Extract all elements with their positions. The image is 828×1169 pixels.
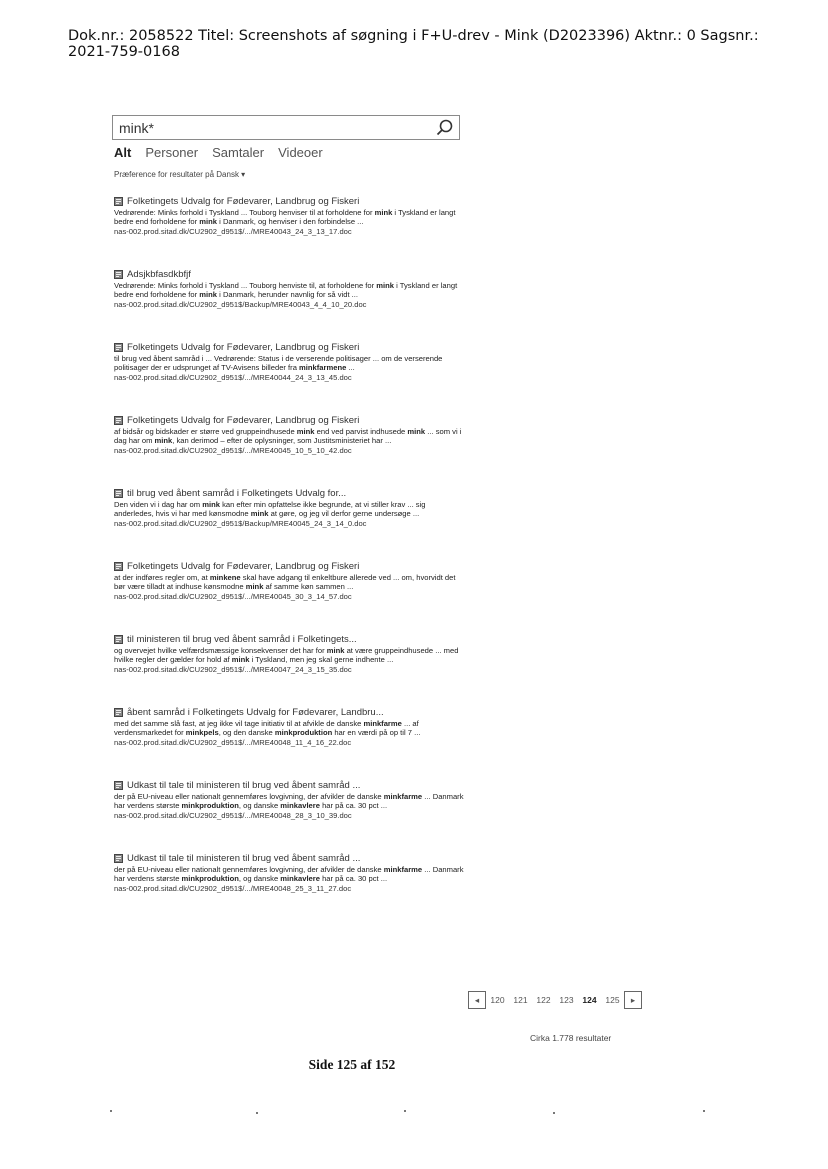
snippet-highlight: mink <box>199 290 218 300</box>
result-snippet <box>114 865 464 883</box>
snippet-text: at være gruppeindhusede ... med hvilke regler der gælder for hold af <box>114 646 459 665</box>
snippet-text: til brug ved åbent samråd i ... Vedrørende: Status i de verserende politisager ... om de verserende politisager der er udsprunget af TV-Avisens billeder fra <box>114 354 443 373</box>
page-122-link[interactable]: 122 <box>536 995 551 1005</box>
document-icon <box>114 854 123 863</box>
result-title-link[interactable] <box>114 561 464 572</box>
result-title-link[interactable] <box>114 853 464 864</box>
snippet-text: har på ca. 30 pct ... <box>319 874 388 884</box>
search-input[interactable] <box>119 119 419 136</box>
search-result <box>114 634 464 707</box>
result-url: nas-002.prod.sitad.dk/CU2902_d951$/.../MRE40047_24_3_15_35.doc <box>114 665 352 675</box>
snippet-text: der på EU-niveau eller nationalt gennemføres lovgivning, der afvikler de danske <box>114 792 384 801</box>
snippet-text: , og den danske <box>218 728 275 738</box>
snippet-highlight: mink <box>250 509 269 519</box>
result-title-text: til ministeren til brug ved åbent samråd i Folketingets... <box>127 634 357 645</box>
result-snippet <box>114 281 464 299</box>
snippet-text: af samme køn sammen ... <box>263 582 354 592</box>
snippet-highlight: mink <box>326 646 345 655</box>
snippet-text: i Tyskland er langt bedre end forholdene for <box>114 208 456 227</box>
document-icon <box>114 343 123 352</box>
result-snippet <box>114 427 464 445</box>
snippet-text: at der indføres regler om, at <box>114 573 210 582</box>
result-title-link[interactable] <box>114 269 464 280</box>
snippet-highlight: minkene <box>209 573 241 582</box>
search-result <box>114 780 464 853</box>
snippet-text: ... Danmark har verdens største <box>114 865 464 884</box>
result-snippet <box>114 500 464 518</box>
search-result <box>114 853 464 926</box>
page-125-link[interactable]: 125 <box>605 995 620 1005</box>
snippet-text: i Tyskland er langt bedre end forholdene for <box>114 281 458 300</box>
scan-speck <box>110 1110 112 1112</box>
snippet-highlight: minkproduktion <box>181 801 239 811</box>
document-icon <box>114 270 123 279</box>
result-title-text: til brug ved åbent samråd i Folketingets Udvalg for... <box>127 488 347 499</box>
search-result <box>114 707 464 780</box>
snippet-highlight: mink <box>407 427 426 436</box>
search-result <box>114 415 464 488</box>
result-snippet <box>114 719 464 737</box>
search-result <box>114 269 464 342</box>
result-title-text: Folketingets Udvalg for Fødevarer, Landbrug og Fiskeri <box>127 342 360 353</box>
page-121-link[interactable]: 121 <box>513 995 528 1005</box>
search-result <box>114 561 464 634</box>
scan-speck <box>703 1110 705 1112</box>
snippet-text: af bidsår og bidskader er større ved gruppeindhusede <box>114 427 297 436</box>
snippet-highlight: minkproduktion <box>274 728 333 738</box>
tab-samtaler[interactable]: Samtaler <box>212 145 265 160</box>
result-title-link[interactable] <box>114 196 464 207</box>
scan-speck <box>553 1112 555 1114</box>
snippet-text: med det samme slå fast, at jeg ikke vil tage initiativ til at afvikle de danske <box>114 719 364 728</box>
result-url: nas-002.prod.sitad.dk/CU2902_d951$/Backup/MRE40043_4_4_10_20.doc <box>114 300 367 310</box>
result-title-text: åbent samråd i Folketingets Udvalg for Fødevarer, Landbru... <box>127 707 384 718</box>
tab-alt[interactable]: Alt <box>114 145 132 160</box>
snippet-text: i Danmark, herunder navnlig for så vidt ... <box>217 290 359 300</box>
search-result <box>114 196 464 269</box>
pagination <box>468 991 642 1009</box>
snippet-text: der på EU-niveau eller nationalt gennemføres lovgivning, der afvikler de danske <box>114 865 384 874</box>
result-title-text: Folketingets Udvalg for Fødevarer, Landbrug og Fiskeri <box>127 196 360 207</box>
scan-speck <box>256 1112 258 1114</box>
result-url: nas-002.prod.sitad.dk/CU2902_d951$/Backup/MRE40045_24_3_14_0.doc <box>114 519 367 529</box>
snippet-highlight: minkfarme <box>383 792 423 801</box>
snippet-highlight: mink <box>374 208 393 217</box>
snippet-text: , kan derimod – efter de oplysninger, som Justitsministeriet har ... <box>172 436 392 446</box>
snippet-text: i Tyskland, men jeg skal gerne indhente ... <box>249 655 394 665</box>
snippet-text: at gøre, og jeg vil derfor gerne undersøge ... <box>268 509 420 519</box>
tab-videoer[interactable]: Videoer <box>278 145 323 160</box>
result-title-link[interactable] <box>114 488 464 499</box>
language-preference[interactable]: Præference for resultater på Dansk ▾ <box>114 170 246 179</box>
snippet-highlight: minkfarme <box>383 865 423 874</box>
prev-page-button[interactable]: ◂ <box>468 991 486 1009</box>
snippet-text: i Danmark, og henviser i den forbindelse ... <box>217 217 364 227</box>
document-icon <box>114 635 123 644</box>
snippet-text: Den viden vi i dag har om <box>114 500 203 509</box>
result-title-text: Udkast til tale til ministeren til brug ved åbent samråd ... <box>127 780 361 791</box>
snippet-highlight: minkfarmene <box>299 363 347 373</box>
snippet-text: Vedrørende: Minks forhold i Tyskland ... Touborg henviste til, at forholdene for <box>114 281 377 290</box>
page-footer: Side 125 af 152 <box>308 1057 396 1072</box>
search-results <box>114 196 464 926</box>
result-title-text: Udkast til tale til ministeren til brug ved åbent samråd ... <box>127 853 361 864</box>
snippet-text: ... af verdensmarkedet for <box>114 719 419 738</box>
snippet-highlight: minkavlere <box>280 874 320 884</box>
result-url: nas-002.prod.sitad.dk/CU2902_d951$/.../MRE40048_11_4_16_22.doc <box>114 738 352 748</box>
result-url: nas-002.prod.sitad.dk/CU2902_d951$/.../MRE40045_30_3_14_57.doc <box>114 592 352 602</box>
snippet-text: ... <box>346 363 355 373</box>
document-icon <box>114 781 123 790</box>
result-url: nas-002.prod.sitad.dk/CU2902_d951$/.../MRE40043_24_3_13_17.doc <box>114 227 352 237</box>
result-title-link[interactable] <box>114 415 464 426</box>
snippet-text: , og danske <box>238 801 281 811</box>
snippet-highlight: minkavlere <box>280 801 320 811</box>
scan-speck <box>404 1110 406 1112</box>
document-icon <box>114 197 123 206</box>
result-title-text: Folketingets Udvalg for Fødevarer, Landbrug og Fiskeri <box>127 415 360 426</box>
next-page-button[interactable]: ▸ <box>624 991 642 1009</box>
document-header-line2: 2021-759-0168 <box>68 44 180 60</box>
page-120-link[interactable]: 120 <box>490 995 505 1005</box>
result-title-link[interactable] <box>114 342 464 353</box>
search-icon[interactable] <box>435 118 455 138</box>
search-result <box>114 342 464 415</box>
result-url: nas-002.prod.sitad.dk/CU2902_d951$/.../MRE40044_24_3_13_45.doc <box>114 373 352 383</box>
snippet-text: har en værdi på op til 7 ... <box>332 728 421 738</box>
result-title-link[interactable] <box>114 780 464 791</box>
result-title-link[interactable] <box>114 634 464 645</box>
result-title-text: Adsjkbfasdkbfjf <box>127 269 191 280</box>
snippet-text: end ved parvist indhusede <box>314 427 408 436</box>
snippet-text: kan efter min opfattelse ikke begrunde, at vi stiller krav ... sig anderledes, hvis vi har med kønsmodne <box>114 500 426 519</box>
snippet-text: har på ca. 30 pct ... <box>319 801 388 811</box>
result-snippet <box>114 354 464 372</box>
result-url: nas-002.prod.sitad.dk/CU2902_d951$/.../MRE40045_10_5_10_42.doc <box>114 446 352 456</box>
snippet-highlight: minkpels <box>185 728 219 738</box>
snippet-text: ... som vi i dag har om <box>114 427 462 446</box>
result-title-link[interactable] <box>114 707 464 718</box>
snippet-highlight: mink <box>376 281 395 290</box>
snippet-text: ... Danmark har verdens største <box>114 792 464 811</box>
document-header <box>68 28 788 60</box>
document-icon <box>114 562 123 571</box>
document-icon <box>114 708 123 717</box>
document-header-line1: Dok.nr.: 2058522 Titel: Screenshots af søgning i F+U-drev - Mink (D2023396) Aktnr.: 0 Sagsnr.: <box>68 28 759 44</box>
snippet-highlight: minkfarme <box>363 719 402 728</box>
snippet-text: Vedrørende: Minks forhold i Tyskland ... Touborg henviser til at forholdene for <box>114 208 375 217</box>
snippet-highlight: mink <box>245 582 264 592</box>
snippet-highlight: mink <box>199 217 218 227</box>
snippet-highlight: mink <box>296 427 315 436</box>
result-count: Cirka 1.778 resultater <box>530 1033 612 1043</box>
result-snippet <box>114 646 464 664</box>
snippet-highlight: mink <box>202 500 220 509</box>
document-icon <box>114 416 123 425</box>
result-snippet <box>114 573 464 591</box>
tab-personer[interactable]: Personer <box>145 145 199 160</box>
snippet-text: , og danske <box>238 874 281 884</box>
document-icon <box>114 489 123 498</box>
snippet-highlight: mink <box>154 436 173 446</box>
snippet-text: og overvejet hvilke velfærdsmæssige konsekvenser det har for <box>114 646 327 655</box>
search-result <box>114 488 464 561</box>
result-snippet <box>114 208 464 226</box>
search-tabs <box>114 145 323 160</box>
page-124-link[interactable]: 124 <box>582 995 597 1005</box>
result-url: nas-002.prod.sitad.dk/CU2902_d951$/.../MRE40048_25_3_11_27.doc <box>114 884 352 894</box>
snippet-highlight: mink <box>231 655 250 665</box>
snippet-highlight: minkproduktion <box>181 874 239 884</box>
snippet-text: skal have adgang til enkeltbure allerede ved ... om, hvorvidt det bør være tilladt at indhuse kønsmodne <box>114 573 456 592</box>
result-url: nas-002.prod.sitad.dk/CU2902_d951$/.../MRE40048_28_3_10_39.doc <box>114 811 352 821</box>
search-box <box>112 115 460 140</box>
result-snippet <box>114 792 464 810</box>
result-title-text: Folketingets Udvalg for Fødevarer, Landbrug og Fiskeri <box>127 561 360 572</box>
page-123-link[interactable]: 123 <box>559 995 574 1005</box>
